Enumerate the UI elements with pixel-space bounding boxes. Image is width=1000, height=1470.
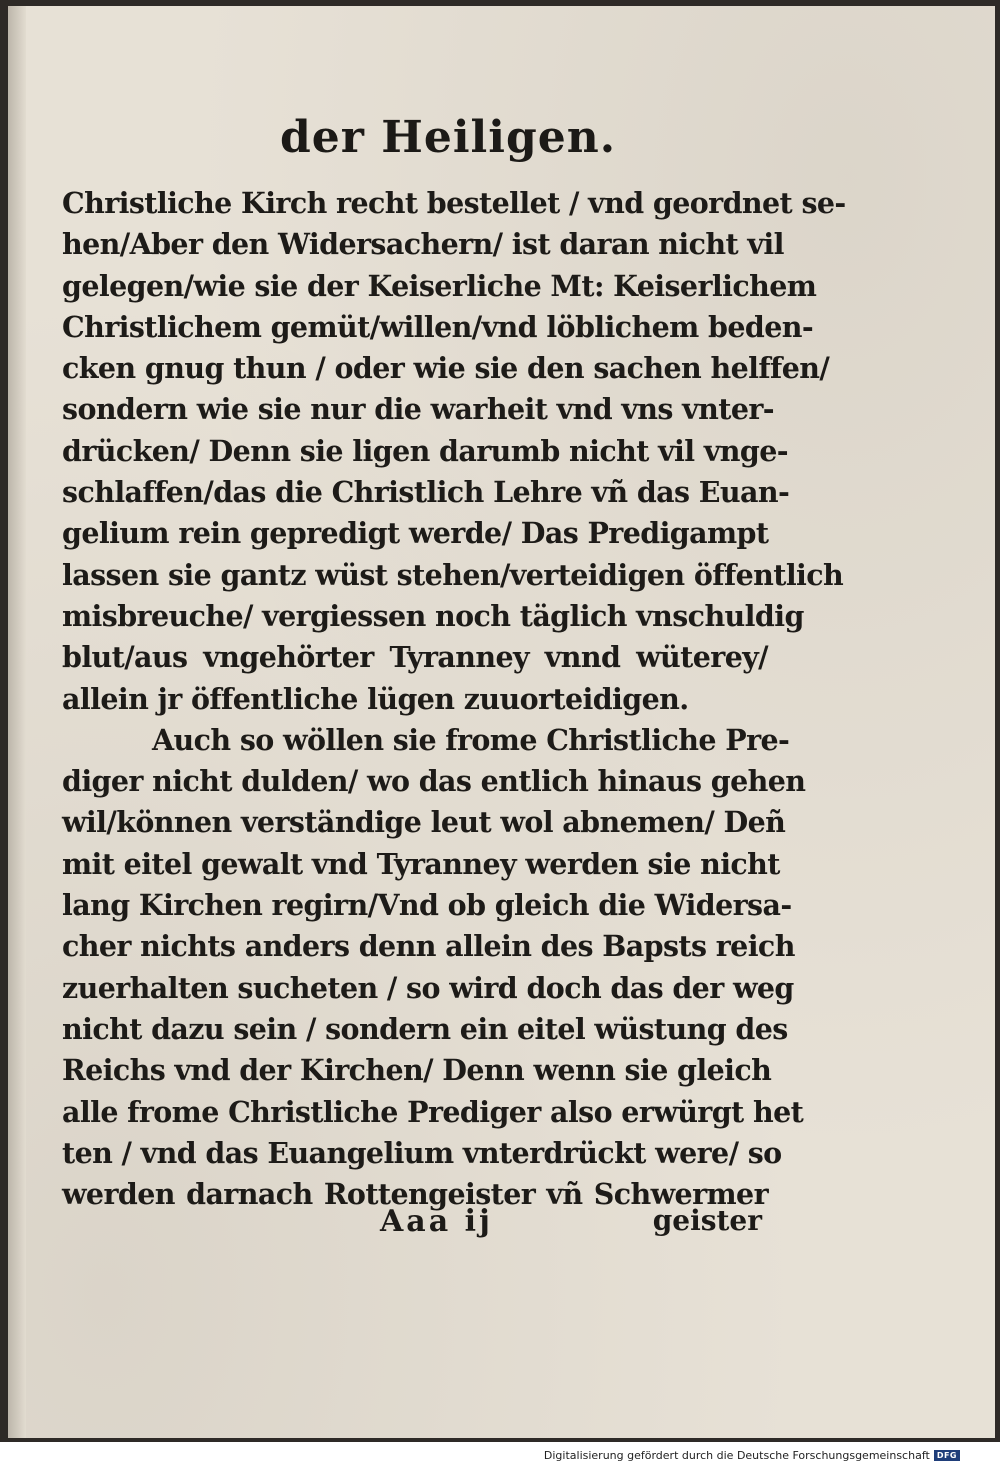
text-line: lassen sie gantz wüst stehen/verteidigen öffentlich (62, 557, 844, 592)
text-line: alle frome Christliche Prediger also erwürgt het (62, 1094, 804, 1129)
text-line: sondern wie sie nur die warheit vnd vns vnter- (62, 392, 775, 427)
digitization-credit (544, 1449, 960, 1462)
text-line: ten / vnd das Euangelium vnterdrückt were/ so (62, 1135, 782, 1170)
text-line: werden darnach Rottengeister vñ Schwermer (62, 1177, 768, 1212)
catchword: geister (652, 1204, 762, 1237)
page-gutter (8, 6, 26, 1438)
text-line: nicht dazu sein / sondern ein eitel wüstung des (62, 1011, 788, 1046)
text-line: Christlichem gemüt/willen/vnd löblichem beden- (62, 309, 814, 344)
text-line: Christliche Kirch recht bestellet / vnd geordnet se- (62, 186, 846, 220)
text-line: mit eitel gewalt vnd Tyranney werden sie nicht (62, 846, 780, 881)
text-line: allein jr öffentliche lügen zuuorteidigen. (62, 681, 689, 716)
text-line: hen/Aber den Widersachern/ ist daran nicht vil (62, 227, 784, 262)
text-line: wil/können verständige leut wol abnemen/ Deñ (62, 805, 786, 840)
credit-text: Digitalisierung gefördert durch die Deutsche Forschungsgemeinschaft (543, 1449, 930, 1462)
text-line: blut/aus vngehörter Tyranney vnnd wüterey/ (62, 640, 768, 675)
text-line: drücken/ Denn sie ligen darumb nicht vil vnge- (62, 433, 788, 468)
text-line: schlaffen/das die Christlich Lehre vñ das Euan- (62, 475, 790, 510)
text-line: diger nicht dulden/ wo das entlich hinaus gehen (62, 764, 806, 799)
body-text (62, 183, 846, 1215)
signature-mark: Aaa ij (380, 1204, 493, 1239)
text-line: Reichs vnd der Kirchen/ Denn wenn sie gleich (62, 1053, 772, 1088)
page-footer (62, 1204, 768, 1248)
dfg-logo-icon: DFG (934, 1450, 960, 1461)
text-line: cken gnug thun / oder wie sie den sachen helffen/ (62, 351, 830, 386)
text-line: misbreuche/ vergiessen noch täglich vnschuldig (62, 598, 804, 633)
text-line: gelium rein gepredigt werde/ Das Predigampt (62, 516, 769, 551)
text-line-indented: Auch so wöllen sie frome Christliche Pre- (152, 722, 790, 757)
text-line: cher nichts anders denn allein des Bapsts reich (62, 929, 795, 964)
text-line: lang Kirchen regirn/Vnd ob gleich die Widersa- (62, 888, 792, 923)
text-line: gelegen/wie sie der Keiserliche Mt: Keiserlichem (62, 268, 817, 303)
text-line: zuerhalten sucheten / so wird doch das der weg (62, 970, 794, 1005)
running-head: der Heiligen. (280, 112, 617, 163)
